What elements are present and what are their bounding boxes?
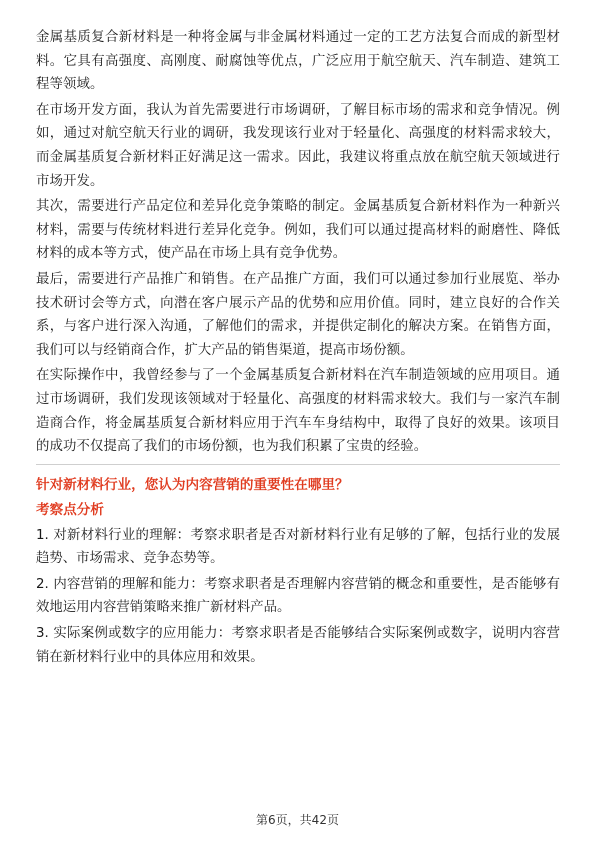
paragraph-promotion: 最后，需要进行产品推广和销售。在产品推广方面，我们可以通过参加行业展览、举办技术研讨会等方式，向潜在客户展示产品的优势和应用价值。同时，建立良好的合作关系，与客户进行深入沟通，了解他们的需求，并提供定制化的解决方案。在销售方面，我们可以与经销商合作，扩大产品的销售渠道，提高市场份额。 xyxy=(36,271,560,358)
page-footer: 第6页，共42页 xyxy=(256,813,339,827)
question-heading: 针对新材料行业，您认为内容营销的重要性在哪里？ xyxy=(36,476,349,493)
paragraph-case: 在实际操作中，我曾经参与了一个金属基质复合新材料在汽车制造领域的应用项目。通过市场调研，我们发现该领域对于轻量化、高强度的材料需求较大。我们与一家汽车制造商合作，将金属基质复合新材料应用于汽车车身结构中，取得了良好的效果。该项目的成功不仅提高了我们的市场份额，也为我们积累了宝贵的经验。 xyxy=(36,368,560,455)
analysis-point-2: 2. 内容营销的理解和能力：考察求职者是否理解内容营销的概念和重要性，是否能够有效地运用内容营销策略来推广新材料产品。 xyxy=(36,576,560,616)
analysis-heading: 考察点分析 xyxy=(36,501,104,518)
section-divider xyxy=(36,464,560,465)
paragraph-market-research: 在市场开发方面，我认为首先需要进行市场调研，了解目标市场的需求和竞争情况。例如，通过对航空航天行业的调研，我发现该行业对于轻量化、高强度的材料需求较大，而金属基质复合新材料正好满足这一需求。因此，我建议将重点放在航空航天领域进行市场开发。 xyxy=(36,102,560,189)
paragraph-positioning: 其次，需要进行产品定位和差异化竞争策略的制定。金属基质复合新材料作为一种新兴材料，需要与传统材料进行差异化竞争。例如，我们可以通过提高材料的耐磨性、降低材料的成本等方式，使产品在市场上具有竞争优势。 xyxy=(36,199,560,262)
paragraph-intro: 金属基质复合新材料是一种将金属与非金属材料通过一定的工艺方法复合而成的新型材料。它具有高强度、高刚度、耐腐蚀等优点，广泛应用于航空航天、汽车制造、建筑工程等领域。 xyxy=(36,30,560,93)
analysis-point-1: 1. 对新材料行业的理解：考察求职者是否对新材料行业有足够的了解，包括行业的发展趋势、市场需求、竞争态势等。 xyxy=(36,527,560,567)
page-content xyxy=(36,26,560,671)
analysis-point-3: 3. 实际案例或数字的应用能力：考察求职者是否能够结合实际案例或数字，说明内容营销在新材料行业中的具体应用和效果。 xyxy=(36,626,560,665)
